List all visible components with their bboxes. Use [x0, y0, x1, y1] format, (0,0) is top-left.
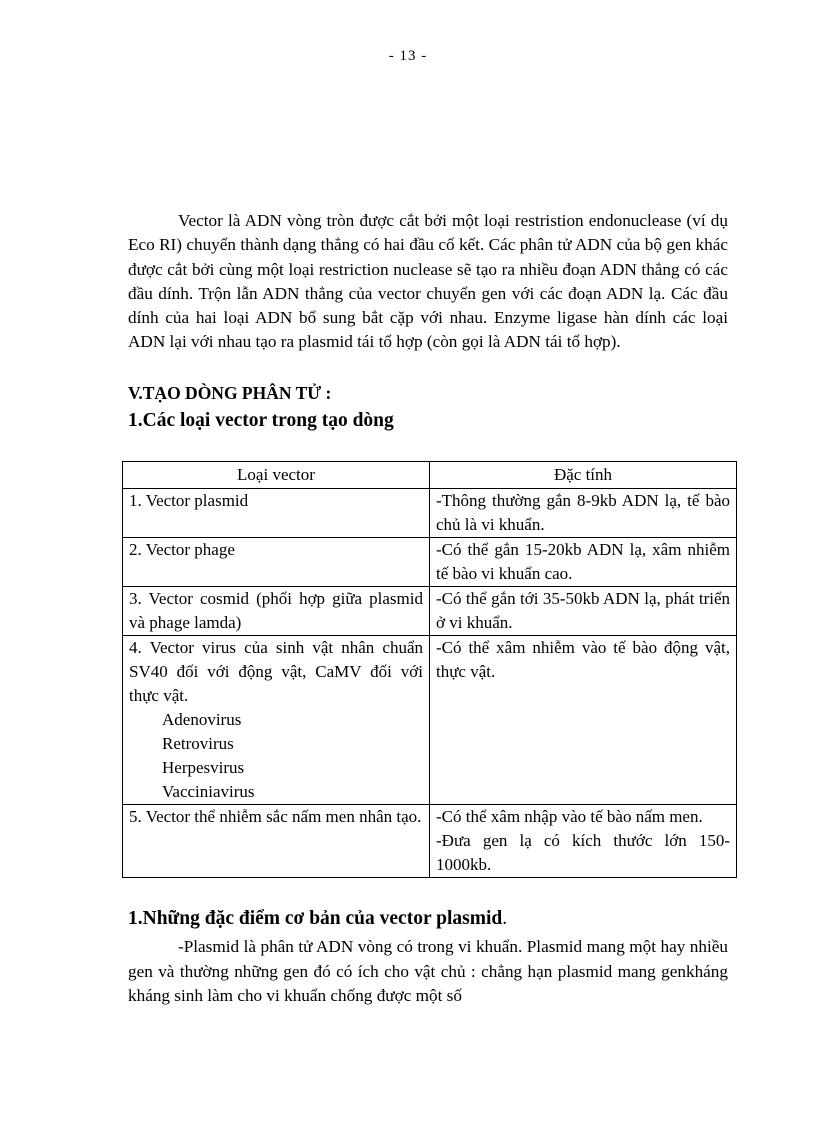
intro-paragraph: Vector là ADN vòng tròn được cắt bởi một loại restristion endonuclease (ví dụ Eco RI) chuyển thành dạng thẳng có hai đầu cố kết. Các phân tử ADN của bộ gen khác được cắt bởi cùng một loại restriction nuclease sẽ tạo ra nhiều đoạn ADN thẳng có các đầu dính. Trộn lẫn ADN thẳng của vector chuyển gen với các đoạn ADN lạ. Các đầu dính của hai loại ADN bổ sung bắt cặp với nhau. Enzyme ligase hàn dính các loại ADN lại với nhau tạo ra plasmid tái tổ hợp (còn gọi là ADN tái tổ hợp). — [128, 211, 728, 352]
virus-list — [129, 708, 423, 804]
column-header-traits: Đặc tính — [430, 462, 737, 489]
trait-text: -Có thể gắn tới 35-50kb ADN lạ, phát triển ở vi khuẩn. — [436, 589, 730, 632]
vector-name: 3. Vector cosmid (phối hợp giữa plasmid và phage lamda) — [129, 589, 423, 632]
table-row — [123, 587, 737, 636]
table-row — [123, 538, 737, 587]
vector-name: 2. Vector phage — [129, 540, 235, 559]
list-item: Retrovirus — [162, 734, 234, 753]
heading-plasmid-text: 1.Những đặc điểm cơ bản của vector plasmid — [128, 908, 503, 929]
list-item: Herpesvirus — [162, 758, 245, 777]
vector-name: 1. Vector plasmid — [129, 491, 249, 510]
traits-cell — [430, 587, 737, 636]
trait-text: -Đưa gen lạ có kích thước lớn 150-1000kb. — [436, 831, 730, 874]
vector-cell — [123, 489, 430, 538]
vector-table — [122, 461, 737, 878]
trait-text: -Có thể xâm nhiễm vào tế bào động vật, thực vật. — [436, 638, 730, 681]
traits-cell — [430, 805, 737, 878]
heading-plasmid-period: . — [502, 908, 508, 929]
trait-text: -Có thể xâm nhập vào tế bào nấm men. — [436, 807, 703, 826]
table-row — [123, 805, 737, 878]
list-item: Adenovirus — [162, 710, 242, 729]
table-row — [123, 489, 737, 538]
vector-name: 5. Vector thể nhiễm sắc nấm men nhân tạo. — [129, 807, 422, 826]
traits-cell — [430, 489, 737, 538]
list-item: Vacciniavirus — [162, 782, 255, 801]
vector-cell — [123, 587, 430, 636]
vector-cell — [123, 538, 430, 587]
column-header-vector-type: Loại vector — [123, 462, 430, 489]
trait-text: -Thông thường gắn 8-9kb ADN lạ, tế bào chủ là vi khuẩn. — [436, 491, 730, 534]
vector-name: 4. Vector virus của sinh vật nhân chuẩn SV40 đối với động vật, CaMV đối với thực vật. — [129, 638, 423, 705]
vector-cell — [123, 636, 430, 805]
traits-cell — [430, 538, 737, 587]
page-number: - 13 - — [388, 48, 428, 64]
trait-text: -Có thể gắn 15-20kb ADN lạ, xâm nhiễm tế bào vi khuẩn cao. — [436, 540, 730, 583]
traits-cell — [430, 636, 737, 805]
plasmid-paragraph: -Plasmid là phân tử ADN vòng có trong vi khuẩn. Plasmid mang một hay nhiều gen và thường những gen đó có ích cho vật chủ : chẳng hạn plasmid mang genkháng kháng sinh làm cho vi khuẩn chống được một số — [128, 937, 728, 1005]
table-header-row — [123, 462, 737, 489]
section-heading-v: V.TẠO DÒNG PHÂN TỬ : — [128, 383, 332, 403]
section-heading-vector-types: 1.Các loại vector trong tạo dòng — [128, 410, 394, 431]
vector-cell — [123, 805, 430, 878]
table-row — [123, 636, 737, 805]
section-heading-plasmid — [128, 908, 507, 930]
